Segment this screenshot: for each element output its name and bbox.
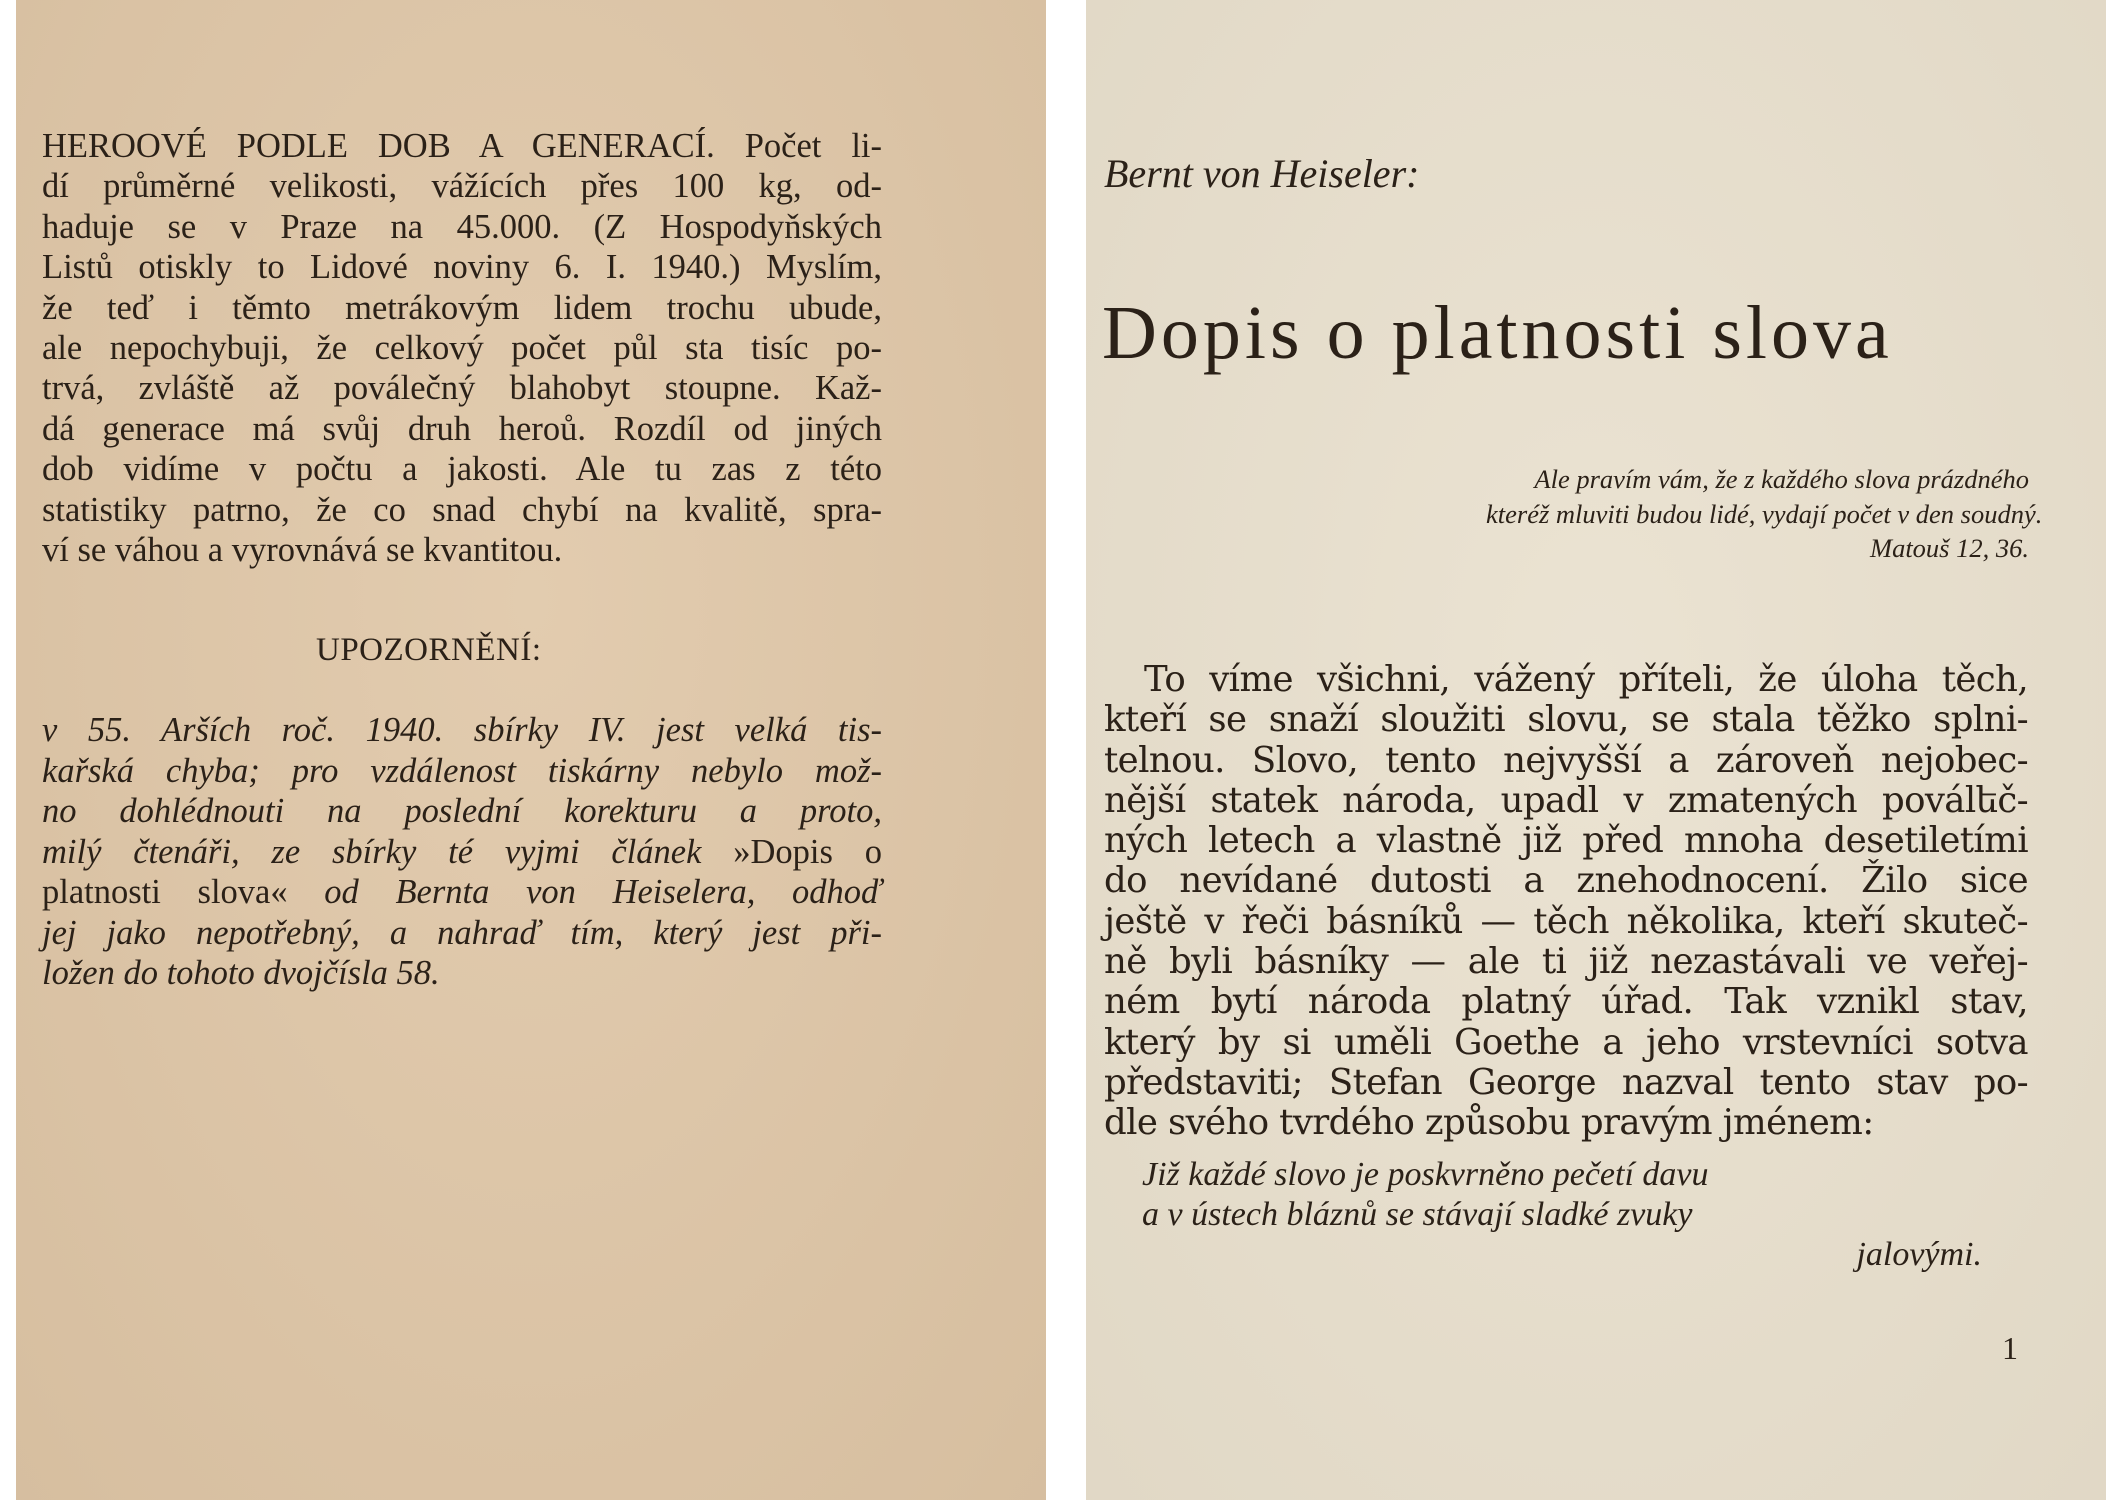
notice-paragraph: [42, 710, 882, 994]
paragraph-line: haduje se v Praze na 45.000. (Z Hospodyňských: [42, 207, 882, 246]
article-title: Dopis o platnosti slova: [1102, 291, 1893, 375]
body-line: ném bytí národa platný úřad. Tak vznikl stav,: [1104, 981, 2028, 1023]
paragraph-line: HEROOVÉ PODLE DOB A GENERACÍ. Počet li-: [42, 127, 882, 165]
paragraph-line: Listů otiskly to Lidové noviny 6. I. 1940.) Myslím,: [42, 248, 882, 287]
paragraph-line: trvá, zvláště až poválečný blahobyt stoupne. Kaž-: [42, 369, 882, 408]
notice-line-italic-part: od Bernta von Heiselera, odhoď: [324, 873, 883, 911]
paragraph-line: ví se váhou a vyrovnává se kvantitou.: [42, 531, 563, 570]
verse-line: a v ústech bláznů se stávají sladké zvuky: [1142, 1196, 1693, 1233]
page-number: 1: [2002, 1330, 2018, 1366]
body-line: do nevídané dutosti a znehodnocení. Žilo sice: [1104, 860, 2028, 902]
motto-citation: Matouš 12, 36.: [1870, 533, 2029, 563]
verse-quote: [1142, 1155, 1982, 1275]
notice-heading: UPOZORNĚNÍ:: [316, 632, 542, 668]
notice-line-roman-part: »Dopis o: [733, 832, 882, 871]
notice-line-roman-part: platnosti slova«: [42, 873, 325, 911]
paragraph-line: dob vidíme v počtu a jakosti. Ale tu zas z této: [42, 450, 882, 489]
notice-line-italic-part: milý čtenáři, ze sbírky té vyjmi článek: [42, 832, 734, 871]
motto-line: kteréž mluviti budou lidé, vydají počet v den soudný.: [1486, 498, 2043, 529]
paragraph-line: dí průměrné velikosti, vážících přes 100 kg, od-: [42, 167, 882, 206]
article-body: [1104, 660, 2028, 1144]
verse-line: Již každé slovo je poskvrněno pečetí davu: [1142, 1156, 1709, 1193]
body-line: telnou. Slovo, tento nejvyšší a zároveň nejobec-: [1104, 739, 2028, 781]
motto-line: Ale pravím vám, že z každého slova prázdného: [1534, 464, 2029, 494]
notice-line: [42, 872, 882, 913]
notice-line: v 55. Arších roč. 1940. sbírky IV. jest velká tis-: [42, 711, 882, 749]
notice-line: ložen do tohoto dvojčísla 58.: [42, 954, 440, 992]
body-line: představiti; Stefan George nazval tento stav po-: [1104, 1061, 2028, 1103]
paragraph-line: ale nepochybuji, že celkový počet půl sta tisíc po-: [42, 329, 882, 368]
body-line: ještě v řeči básníků — těch několika, kteří skuteč-: [1104, 900, 2028, 942]
notice-line: kařská chyba; pro vzdálenost tiskárny nebylo mož-: [42, 751, 882, 790]
paragraph-line: že teď i těmto metrákovým lidem trochu ubude,: [42, 288, 882, 327]
notice-line: no dohlédnouti na poslední korekturu a proto,: [42, 792, 882, 830]
paragraph-line: statistiky patrno, že co snad chybí na kvalitě, spra-: [42, 490, 882, 529]
paragraph-line: dá generace má svůj druh heroů. Rozdíl od jiných: [42, 409, 882, 448]
verse-line: jalovými.: [1856, 1236, 1982, 1273]
author-name: Bernt von Heiseler:: [1104, 151, 1420, 196]
motto-quote: [1486, 462, 2043, 566]
body-line: To víme všichni, vážený příteli, že úloha těch,: [1144, 659, 2028, 700]
body-line: ně byli básníky — ale ti již nezastávali ve veřej-: [1104, 941, 2028, 983]
article-heroove-paragraph: [42, 126, 882, 570]
left-page: [16, 0, 1046, 1500]
body-line: dle svého tvrdého způsobu pravým jménem:: [1104, 1102, 1874, 1144]
body-line: který by si uměli Goethe a jeho vrstevníci sotva: [1104, 1021, 2028, 1063]
body-line: kteří se snaží sloužiti slovu, se stala těžko splni-: [1104, 699, 2028, 741]
notice-line: jej jako nepotřebný, a nahraď tím, který jest při-: [42, 913, 882, 952]
notice-line: [42, 832, 882, 873]
body-line: ných letech a vlastně již před mnoha desetiletími: [1104, 820, 2028, 862]
body-line: nější statek národa, upadl v zmatených poválեč-: [1104, 779, 2028, 821]
right-page: [1086, 0, 2106, 1500]
